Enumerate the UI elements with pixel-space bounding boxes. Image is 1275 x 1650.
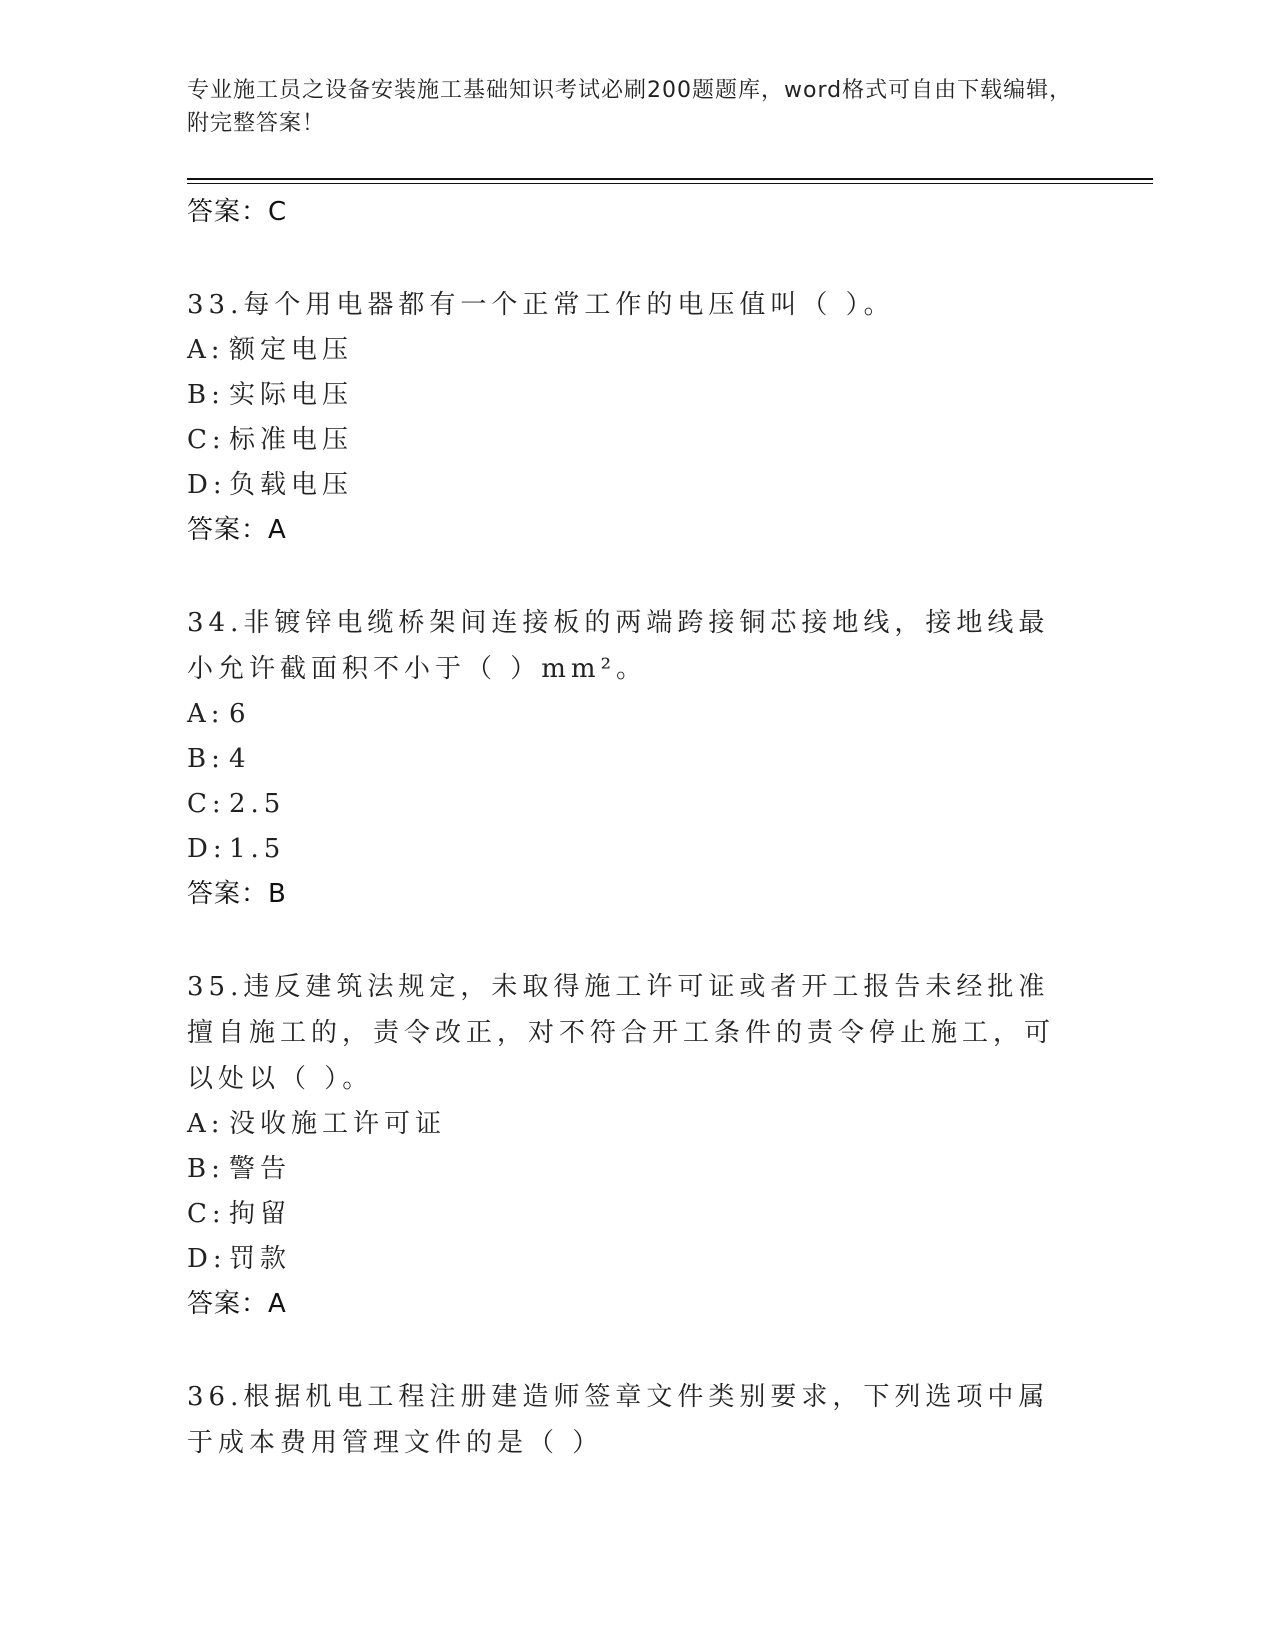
option-d — [187, 463, 1087, 508]
option-b — [187, 737, 1087, 782]
option-text: 额定电压 — [229, 335, 354, 365]
option-letter: A: — [187, 335, 225, 365]
option-b — [187, 1147, 1087, 1192]
option-letter: D: — [187, 470, 227, 500]
option-a — [187, 328, 1087, 373]
header-title: 专业施工员之设备安装施工基础知识考试必刷200题题库，word格式可自由下载编辑，附完整答案！ — [187, 78, 1073, 136]
header-divider-thin — [187, 183, 1153, 184]
question-list — [187, 190, 1087, 1466]
option-text: 实际电压 — [229, 380, 354, 410]
question-block — [187, 1374, 1087, 1466]
option-text: 1.5 — [229, 834, 286, 864]
option-d — [187, 1237, 1087, 1282]
option-text: 拘留 — [229, 1199, 292, 1229]
answer-label: 答案：B — [187, 879, 287, 909]
question-block — [187, 600, 1087, 916]
option-letter: C: — [187, 1199, 226, 1229]
answer-label: 答案：C — [187, 197, 288, 227]
option-text: 6 — [229, 699, 251, 729]
option-text: 负载电压 — [229, 470, 354, 500]
option-c — [187, 782, 1087, 827]
option-letter: C: — [187, 789, 226, 819]
option-b — [187, 373, 1087, 418]
header-divider-thick — [187, 178, 1153, 180]
option-letter: B: — [187, 744, 225, 774]
option-text: 警告 — [229, 1154, 292, 1184]
option-text: 标准电压 — [229, 425, 354, 455]
question-text: 33.每个用电器都有一个正常工作的电压值叫（ ）。 — [187, 290, 895, 320]
question-block — [187, 964, 1087, 1326]
option-letter: A: — [187, 699, 225, 729]
question-text: 35.违反建筑法规定，未取得施工许可证或者开工报告未经批准擅自施工的，责令改正，对不符合开工条件的责令停止施工，可以处以（ ）。 — [187, 972, 1056, 1094]
option-letter: B: — [187, 380, 225, 410]
option-text: 没收施工许可证 — [229, 1109, 447, 1139]
option-c — [187, 418, 1087, 463]
option-letter: D: — [187, 1244, 227, 1274]
option-letter: C: — [187, 425, 226, 455]
option-letter: B: — [187, 1154, 225, 1184]
option-c — [187, 1192, 1087, 1237]
question-text: 34.非镀锌电缆桥架间连接板的两端跨接铜芯接地线，接地线最小允许截面积不小于（ ）mm²。 — [187, 608, 1050, 684]
option-a — [187, 692, 1087, 737]
option-letter: D: — [187, 834, 227, 864]
option-text: 罚款 — [229, 1244, 292, 1274]
option-letter: A: — [187, 1109, 225, 1139]
option-text: 4 — [229, 744, 251, 774]
answer-label: 答案：A — [187, 1289, 287, 1319]
option-d — [187, 827, 1087, 872]
question-block — [187, 282, 1087, 552]
answer-label: 答案：A — [187, 515, 287, 545]
option-a — [187, 1102, 1087, 1147]
question-text: 36.根据机电工程注册建造师签章文件类别要求，下列选项中属于成本费用管理文件的是（ ） — [187, 1382, 1050, 1458]
option-text: 2.5 — [229, 789, 286, 819]
